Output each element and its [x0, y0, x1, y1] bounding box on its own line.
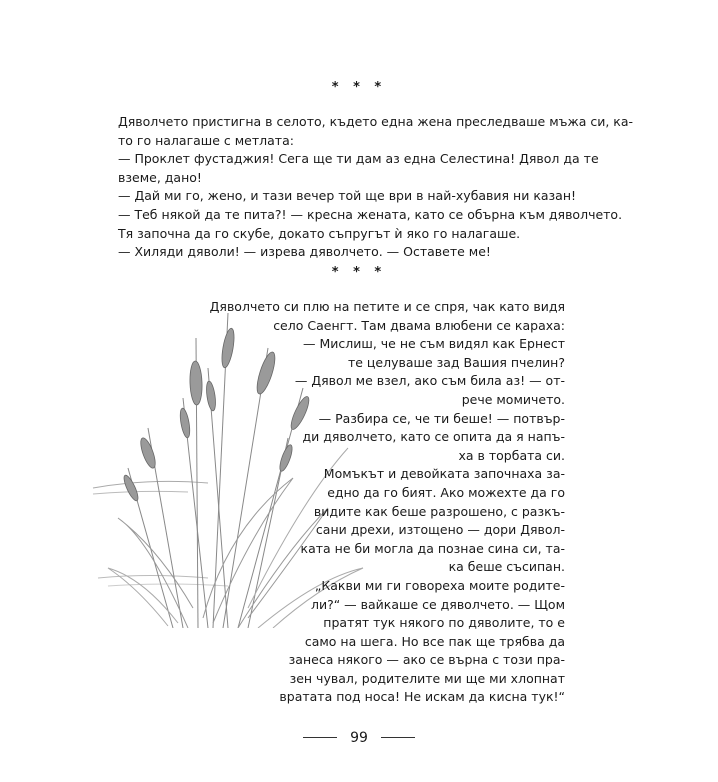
text-line: ката не би могла да познае сина си, та- — [300, 540, 565, 556]
text-line: „Какви ми ги говореха моите родите- — [314, 577, 565, 593]
text-line: ка беше съсипан. — [448, 559, 565, 575]
text-line: село Саенгт. Там двама влюбени се караха: — [273, 317, 565, 333]
text-line: сани дрехи, изтощено — дори Дявол- — [315, 522, 565, 538]
text-line: ха в торбата си. — [458, 447, 565, 463]
text-line: ди дяволчето, като се опита да я напъ- — [302, 429, 565, 445]
text-line: занеса някого — ако се върна с този пра- — [288, 652, 565, 668]
text-line: ли?“ — вайкаше се дяволчето. — Щом — [310, 596, 565, 612]
text-line: — Дай ми го, жено, и тази вечер той ще ври в най-хубавия ни казан! — [118, 188, 577, 204]
footer-rule-left — [303, 737, 337, 738]
section-separator-1: * * * — [331, 80, 387, 95]
text-line: Момъкът и девойката започнаха за- — [323, 466, 565, 482]
text-line: те целуваше зад Вашия пчелин? — [347, 354, 565, 370]
text-line: — Хиляди дяволи! — изрева дяволчето. — Оставете ме! — [118, 244, 491, 260]
text-line: рече момичето. — [461, 391, 565, 407]
text-line: — Теб някой да те пита?! — кресна жената, като се обърна към дяволчето. — [118, 206, 623, 222]
text-line: — Проклет фустаджия! Сега ще ти дам аз една Селестина! Дявол да те — [118, 151, 599, 167]
text-line: то го налагаше с метлата: — [118, 132, 294, 148]
text-line: само на шега. Но все пак ще трябва да — [304, 633, 565, 649]
text-line: вземе, дано! — [118, 169, 202, 185]
text-line: — Дявол ме взел, ако съм била аз! — от- — [294, 373, 565, 389]
paragraph-block-2 — [210, 298, 565, 707]
text-line: видите как беше разрошено, с разкъ- — [313, 503, 565, 519]
text-line: Тя започна да го скубе, докато съпругът ѝ яко го налагаше. — [118, 225, 521, 241]
text-line: вратата под носа! Не искам да кисна тук!“ — [279, 689, 565, 705]
paragraph-block-1 — [118, 113, 634, 262]
text-line: зен чувал, родителите ми ще ми хлопнат — [289, 670, 565, 686]
page-footer — [0, 727, 718, 746]
text-line: — Мислиш, че не съм видял как Ернест — [303, 336, 565, 352]
text-line: едно да го бият. Ако можехте да го — [327, 484, 565, 500]
text-line: пратят тук някого по дяволите, то е — [323, 615, 565, 631]
footer-rule-right — [381, 737, 415, 738]
section-separator-2: * * * — [331, 265, 387, 280]
page-number: 99 — [350, 729, 368, 746]
text-line: Дяволчето си плю на петите и се спря, чак като видя — [209, 299, 565, 314]
text-line: — Разбира се, че ти беше! — потвър- — [318, 410, 565, 426]
text-line: Дяволчето пристигна в селото, където една жена преследваше мъжа си, ка- — [118, 114, 634, 129]
